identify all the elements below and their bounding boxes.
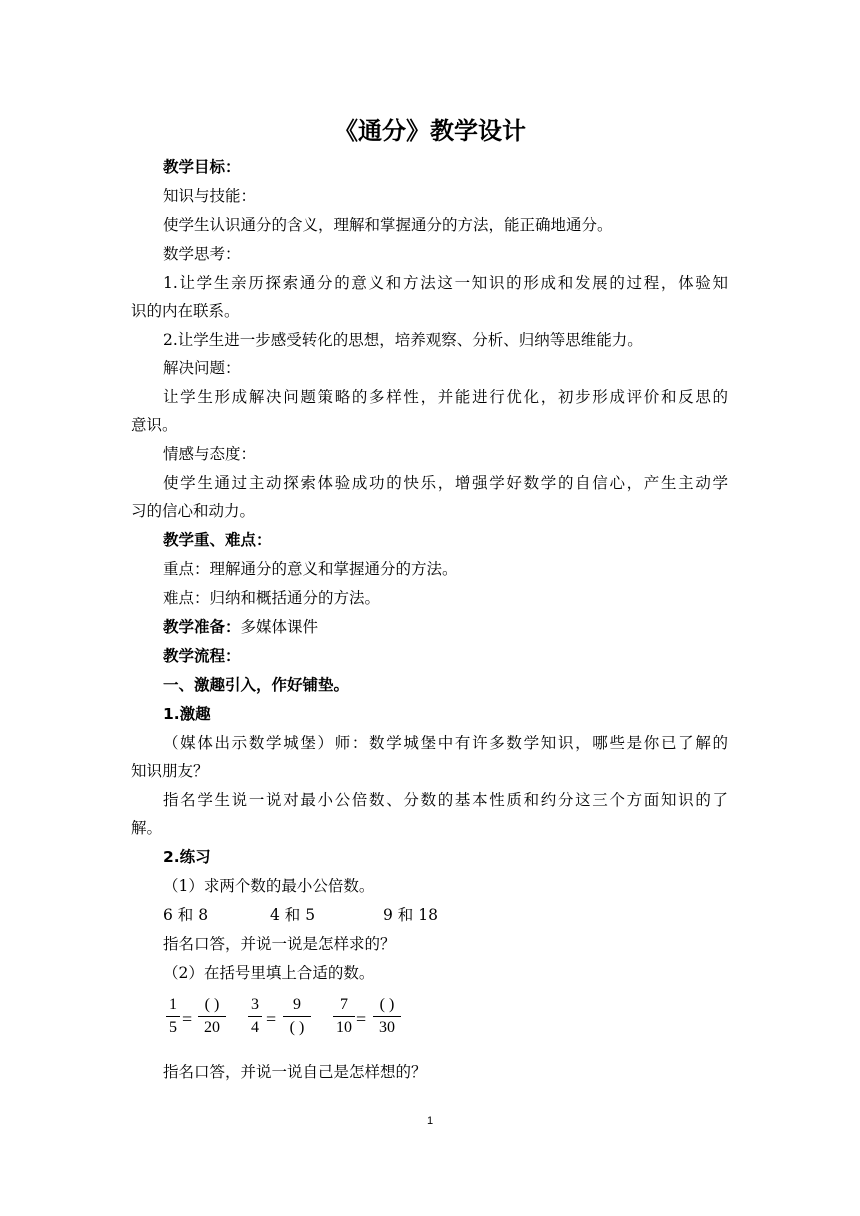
exercise-1: （1）求两个数的最小公倍数。 [163, 877, 375, 895]
thinking-heading: 数学思考： [163, 245, 241, 263]
thinking-point-1-cont: 识的内在联系。 [131, 302, 240, 320]
thinking-point-1: 1.让学生亲历探索通分的意义和方法这一知识的形成和发展的过程，体验知 [163, 274, 728, 292]
flow-heading: 教学流程： [163, 647, 241, 665]
equals-sign: = [266, 1009, 277, 1029]
fraction [248, 996, 262, 1037]
sub-1-text-2-cont: 解。 [131, 819, 163, 837]
key-point: 重点：理解通分的意义和掌握通分的方法。 [163, 560, 458, 578]
denominator: 30 [379, 1019, 395, 1036]
key-difficult-heading: 教学重、难点： [163, 531, 272, 549]
denominator: ( ) [289, 1019, 305, 1036]
numerator: ( ) [379, 996, 395, 1013]
prep-label: 教学准备： [163, 618, 241, 636]
denominator: 20 [204, 1019, 220, 1036]
sub-1-heading: 1.激趣 [163, 705, 211, 723]
denominator: 10 [336, 1019, 352, 1036]
page-number: 1 [426, 1115, 434, 1127]
sub-1-text-2: 指名学生说一说对最小公倍数、分数的基本性质和约分这三个方面知识的了 [163, 791, 728, 809]
fraction [333, 996, 355, 1037]
problem-text: 让学生形成解决问题策略的多样性，并能进行优化，初步形成评价和反思的 [163, 388, 728, 406]
fraction [373, 996, 401, 1037]
prep-line [163, 616, 318, 638]
fraction [283, 996, 311, 1037]
numerator: 3 [251, 996, 259, 1013]
objectives-heading: 教学目标： [163, 158, 241, 176]
exercise-1-ask: 指名口答，并说一说是怎样求的？ [163, 935, 396, 953]
problem-text-cont: 意识。 [131, 416, 178, 434]
equals-sign: = [356, 1009, 367, 1029]
denominator: 5 [169, 1019, 177, 1036]
exercise-2: （2）在括号里填上合适的数。 [163, 964, 375, 982]
prep-value: 多媒体课件 [240, 618, 319, 636]
numerator: 7 [340, 996, 348, 1013]
emotion-heading: 情感与态度： [163, 445, 257, 463]
number-pair-3: 9 和 18 [383, 906, 438, 924]
sub-1-text-cont: 知识朋友？ [131, 762, 209, 780]
knowledge-heading: 知识与技能： [163, 187, 257, 205]
difficult-point: 难点：归纳和概括通分的方法。 [163, 589, 381, 607]
knowledge-text: 使学生认识通分的含义，理解和掌握通分的方法，能正确地通分。 [163, 216, 613, 234]
exercise-2-ask: 指名口答，并说一说自己是怎样想的？ [163, 1063, 427, 1081]
sub-2-heading: 2.练习 [163, 848, 211, 866]
number-pair-2: 4 和 5 [270, 906, 316, 924]
problem-heading: 解决问题： [163, 359, 241, 377]
number-pair-1: 6 和 8 [163, 906, 209, 924]
emotion-text: 使学生通过主动探索体验成功的快乐，增强学好数学的自信心，产生主动学 [163, 474, 728, 492]
equals-sign: = [182, 1009, 193, 1029]
page-title: 《通分》教学设计 [334, 117, 526, 145]
denominator: 4 [251, 1019, 259, 1036]
thinking-point-2: 2.让学生进一步感受转化的思想，培养观察、分析、归纳等思维能力。 [163, 331, 643, 349]
emotion-text-cont: 习的信心和动力。 [131, 502, 256, 520]
section-1-heading: 一、激趣引入，作好铺垫。 [163, 676, 350, 694]
numerator: 9 [293, 996, 301, 1013]
numerator: 1 [169, 996, 177, 1013]
numerator: ( ) [204, 996, 220, 1013]
sub-1-text: （媒体出示数学城堡）师：数学城堡中有许多数学知识，哪些是你已了解的 [163, 734, 728, 752]
fraction [198, 996, 226, 1037]
fraction [166, 996, 180, 1037]
